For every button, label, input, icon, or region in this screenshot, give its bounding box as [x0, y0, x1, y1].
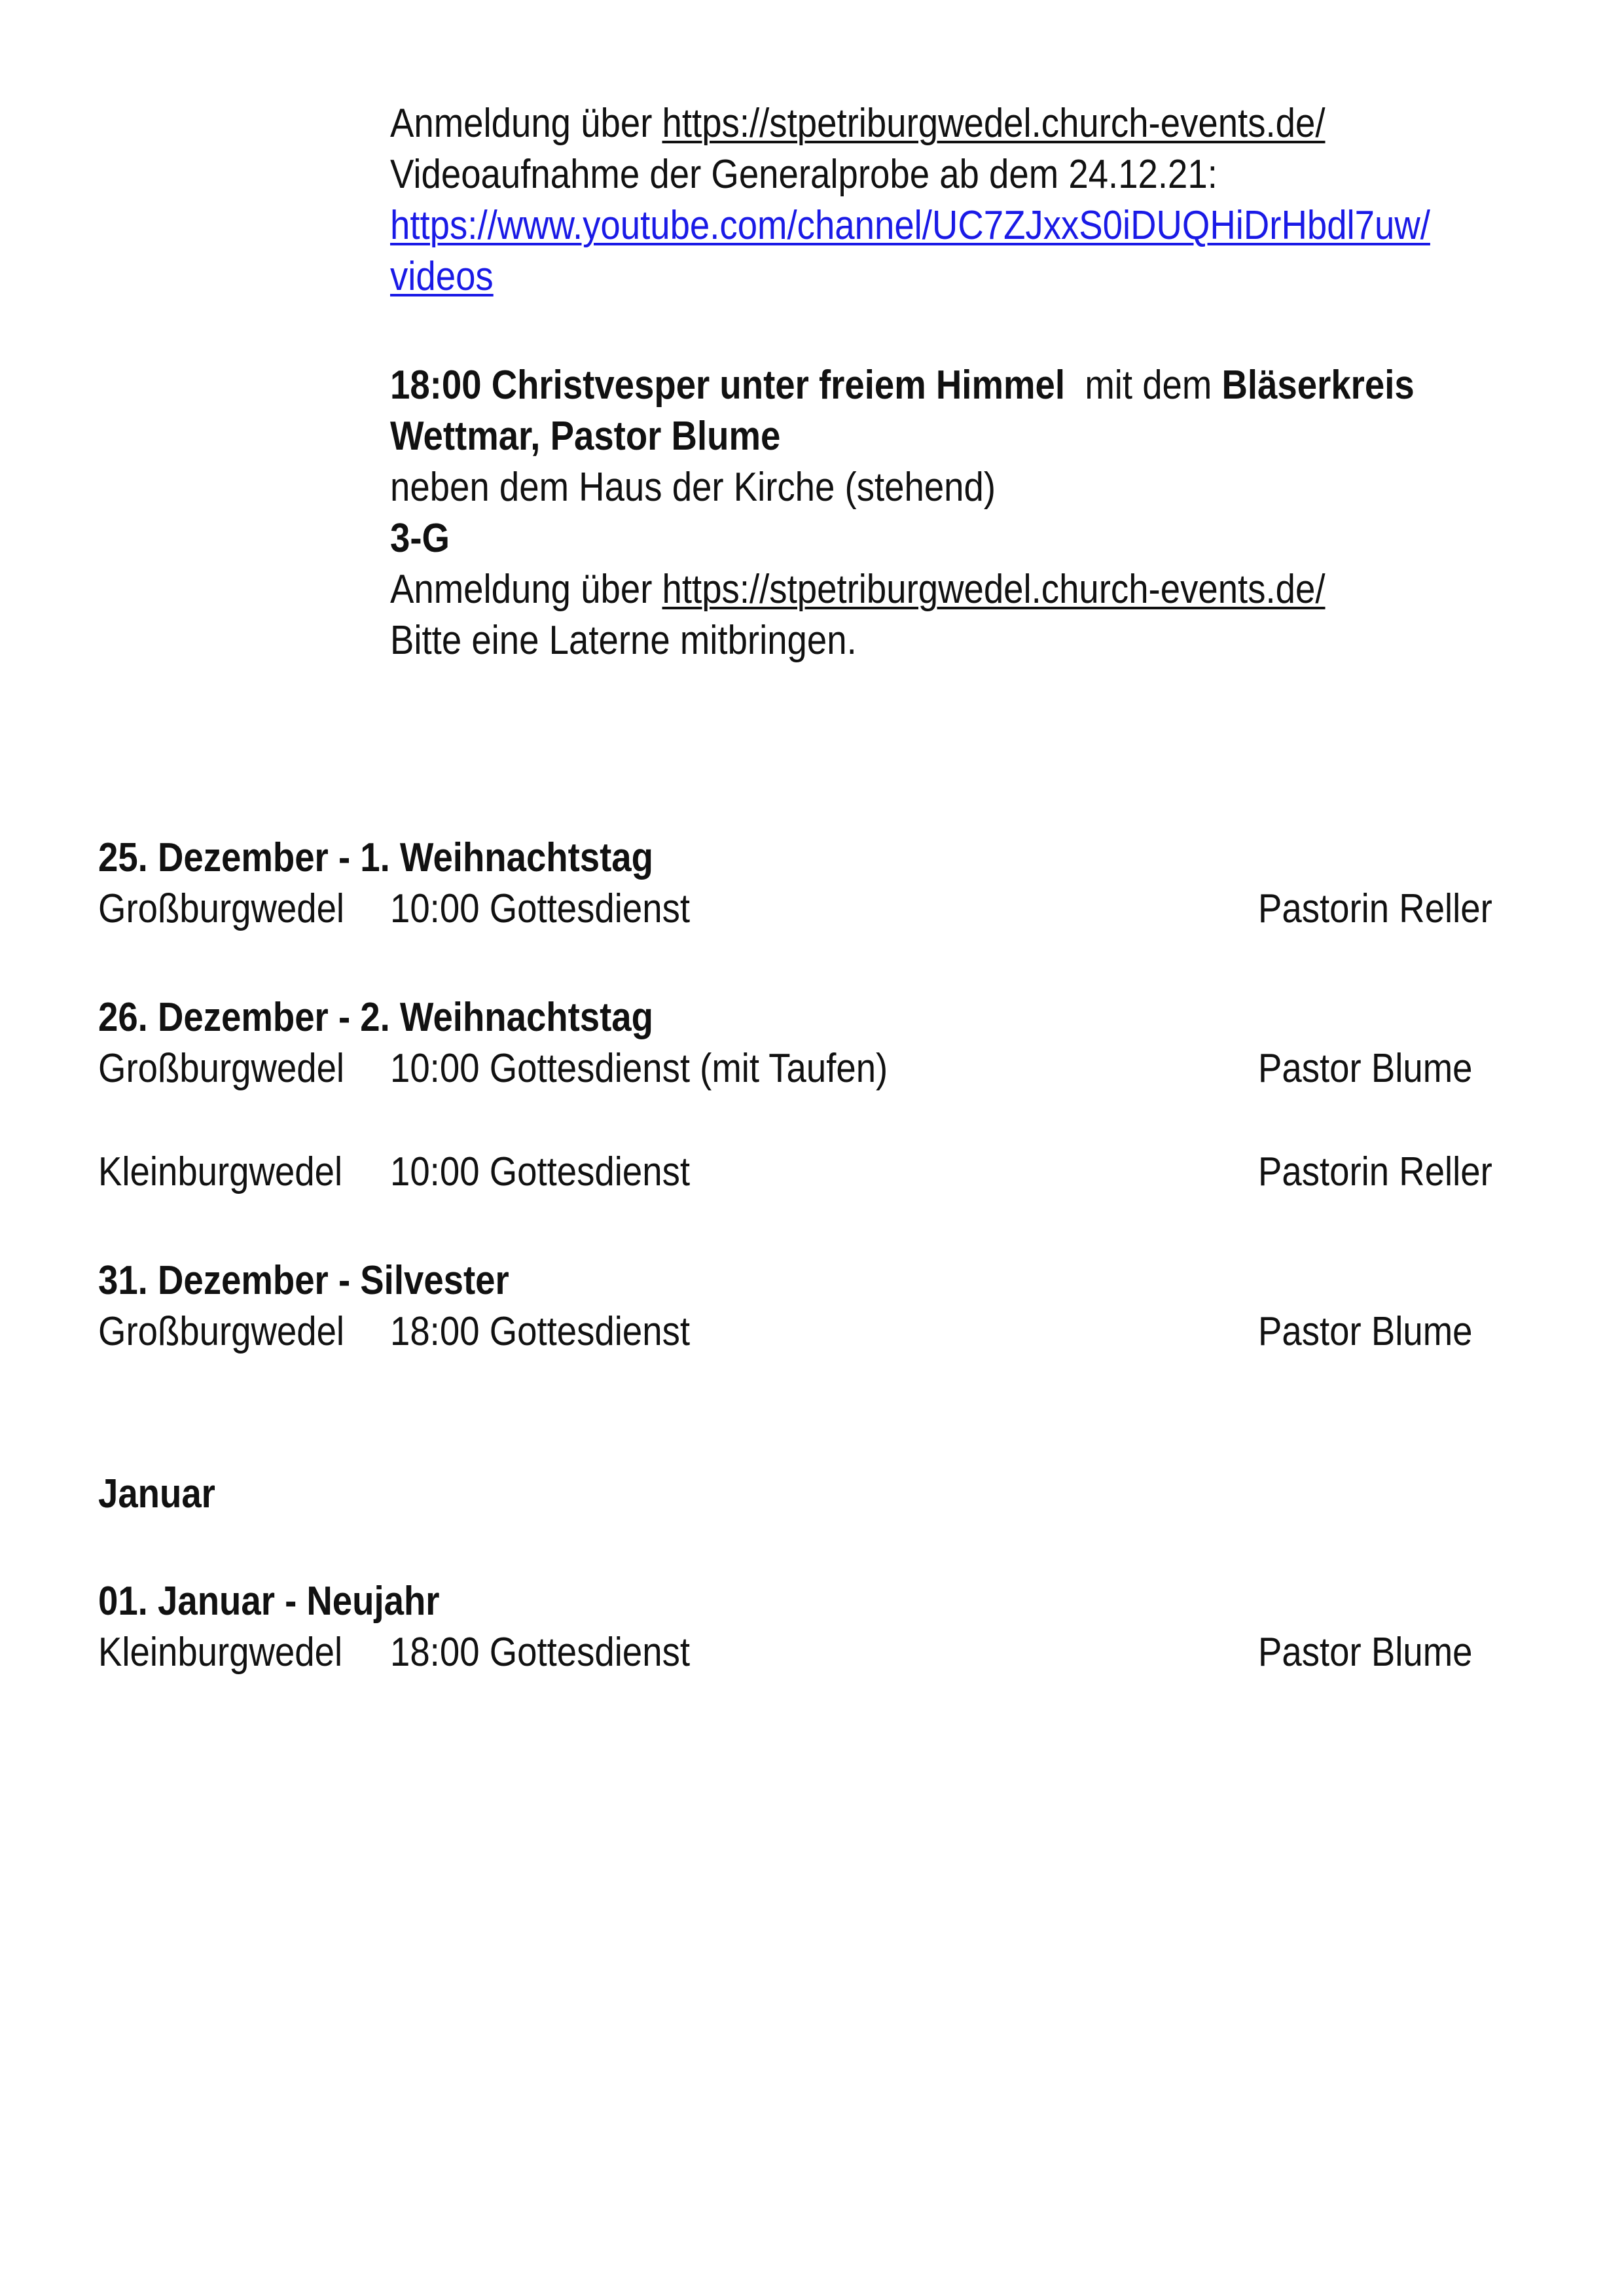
- service-time-event: 10:00 Gottesdienst (mit Taufen): [390, 1046, 888, 1091]
- registration-prefix: Anmeldung über: [390, 567, 662, 612]
- service-time-event: 10:00 Gottesdienst: [390, 1149, 691, 1194]
- service-place: Kleinburgwedel: [98, 1630, 343, 1675]
- registration-line-1: [390, 98, 1325, 149]
- registration-prefix: Anmeldung über: [390, 101, 662, 146]
- day-heading: 25. Dezember - 1. Weihnachtstag: [98, 835, 653, 880]
- service-pastor: Pastorin Reller: [1258, 1149, 1492, 1194]
- month-heading: Januar: [98, 1471, 215, 1516]
- day-heading: 31. Dezember - Silvester: [98, 1258, 509, 1303]
- video-link[interactable]: https://www.youtube.com/channel/UC7ZJxxS0iDUQHiDrHbdl7uw/: [390, 203, 1430, 248]
- service-place: Großburgwedel: [98, 1046, 345, 1091]
- service-place: Großburgwedel: [98, 886, 345, 931]
- video-link-line-2[interactable]: [390, 251, 494, 302]
- christvesper-title-bold2: Bläserkreis: [1221, 363, 1415, 408]
- christvesper-location: neben dem Haus der Kirche (stehend): [390, 465, 996, 510]
- service-place: Kleinburgwedel: [98, 1149, 343, 1194]
- christvesper-title: [390, 360, 1415, 411]
- christvesper-rule: 3-G: [390, 516, 450, 561]
- day-heading: 26. Dezember - 2. Weihnachtstag: [98, 995, 653, 1040]
- service-time-event: 18:00 Gottesdienst: [390, 1309, 691, 1354]
- video-link-line-1[interactable]: [390, 200, 1430, 251]
- video-intro: Videoaufnahme der Generalprobe ab dem 24.12.21:: [390, 152, 1218, 197]
- christvesper-note: Bitte eine Laterne mitbringen.: [390, 618, 857, 663]
- service-time-event: 18:00 Gottesdienst: [390, 1630, 691, 1675]
- service-pastor: Pastor Blume: [1258, 1309, 1473, 1354]
- video-link-continued[interactable]: videos: [390, 254, 494, 299]
- christvesper-title-bold: 18:00 Christvesper unter freiem Himmel: [390, 363, 1066, 408]
- service-place: Großburgwedel: [98, 1309, 345, 1354]
- registration-link[interactable]: https://stpetriburgwedel.church-events.de/: [662, 101, 1326, 146]
- service-pastor: Pastorin Reller: [1258, 886, 1492, 931]
- christvesper-performers: Wettmar, Pastor Blume: [390, 414, 781, 459]
- service-pastor: Pastor Blume: [1258, 1630, 1473, 1675]
- christvesper-title-mid: mit dem: [1065, 363, 1222, 408]
- service-pastor: Pastor Blume: [1258, 1046, 1473, 1091]
- christvesper-registration: [390, 564, 1325, 615]
- day-heading: 01. Januar - Neujahr: [98, 1579, 440, 1624]
- service-time-event: 10:00 Gottesdienst: [390, 886, 691, 931]
- registration-link[interactable]: https://stpetriburgwedel.church-events.de/: [662, 567, 1326, 612]
